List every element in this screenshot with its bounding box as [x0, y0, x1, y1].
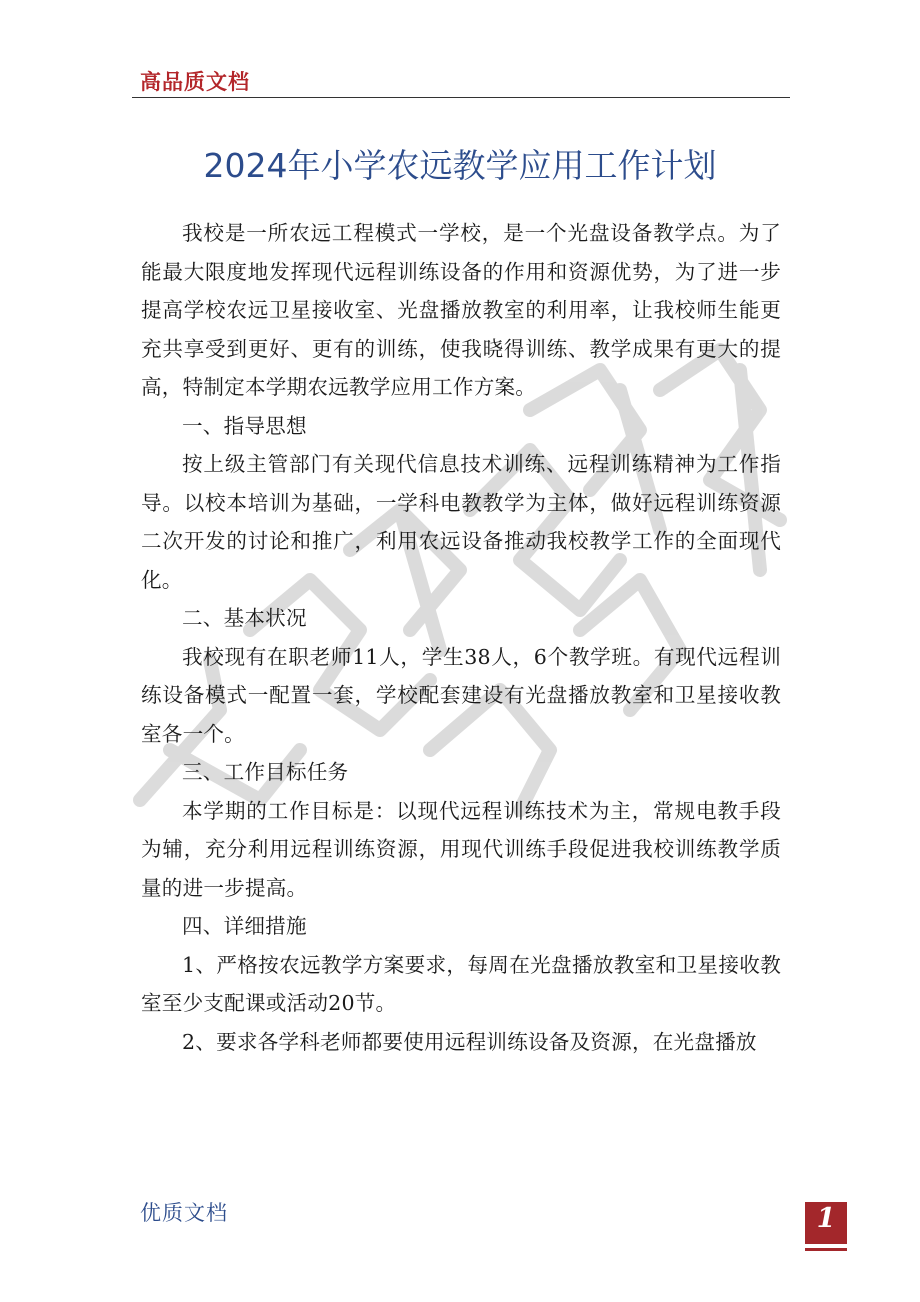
page-number-underline [805, 1248, 847, 1251]
document-body [141, 214, 781, 1061]
section-heading-measures: 四、详细措施 [182, 914, 307, 938]
guiding-thought-paragraph: 按上级主管部门有关现代信息技术训练、远程训练精神为工作指导。以校本培训为基础，一学科电教教学为主体，做好远程训练资源二次开发的讨论和推广，利用农远设备推动我校教学工作的全面现代化。 [141, 452, 781, 592]
header-divider [132, 97, 790, 98]
intro-paragraph: 我校是一所农远工程模式一学校，是一个光盘设备教学点。为了能最大限度地发挥现代远程训练设备的作用和资源优势，为了进一步提高学校农远卫星接收室、光盘播放教室的利用率，让我校师生能更充共享受到更好、更有的训练，使我晓得训练、教学成果有更大的提高，特制定本学期农远教学应用工作方案。 [141, 221, 781, 399]
section-heading-basic-situation: 二、基本状况 [182, 606, 307, 630]
footer-label: 优质文档 [140, 1201, 228, 1225]
document-title: 2024年小学农远教学应用工作计划 [203, 146, 717, 185]
section-heading-work-goals: 三、工作目标任务 [182, 760, 349, 784]
measure-item-1: 1、严格按农远教学方案要求，每周在光盘播放教室和卫星接收教室至少支配课或活动20节。 [141, 952, 781, 1015]
work-goals-paragraph: 本学期的工作目标是：以现代远程训练技术为主，常规电教手段为辅，充分利用远程训练资源，用现代训练手段促进我校训练教学质量的进一步提高。 [141, 798, 781, 900]
section-heading-guiding-thought: 一、指导思想 [182, 413, 307, 438]
basic-situation-paragraph: 我校现有在职老师11人，学生38人，6个教学班。有现代远程训练设备模式一配置一套，学校配套建设有光盘播放教室和卫星接收教室各一个。 [141, 644, 781, 746]
header-label: 高品质文档 [140, 70, 250, 94]
page-number-badge: 1 [805, 1202, 847, 1244]
measure-item-2: 2、要求各学科老师都要使用远程训练设备及资源，在光盘播放 [182, 1029, 757, 1054]
